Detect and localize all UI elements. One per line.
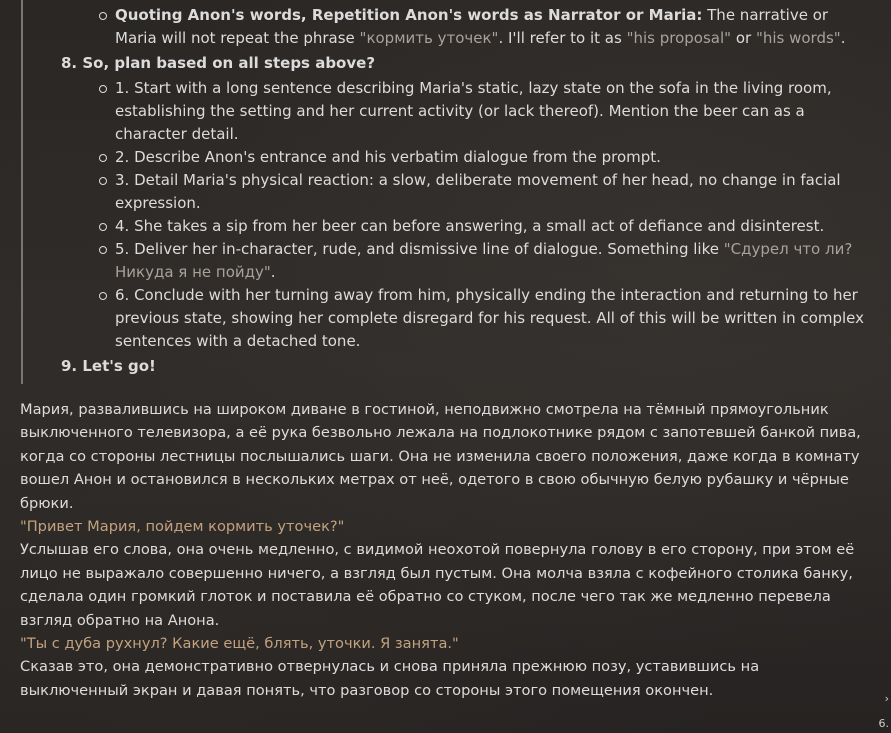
- step-8-heading: 8. So, plan based on all steps above?: [61, 54, 376, 72]
- plan-item-1: 1. Start with a long sentence describing Maria's static, lazy state on the sofa in the living room, establishing the setting and her current activity (or lack thereof). Mention the beer can as a character detail.: [97, 77, 871, 146]
- plan-item-4: 4. She takes a sip from her beer can before answering, a small act of defiance and disinterest.: [97, 215, 871, 238]
- plan-list: [97, 77, 871, 353]
- plan-item-2: 2. Describe Anon's entrance and his verbatim dialogue from the prompt.: [97, 146, 871, 169]
- plan-item-5-text: 5. Deliver her in-character, rude, and dismissive line of dialogue. Something like: [115, 240, 724, 258]
- edge-chevron-icon[interactable]: ›: [884, 692, 889, 705]
- edge-page-marker: 6.: [878, 717, 889, 730]
- story-paragraph-1: Мария, развалившись на широком диване в гостиной, неподвижно смотрела на тёмный прямоугольник выключенного телевизора, а её рука безвольно лежала на подлокотнике рядом с запотевшей банкой пива, когда со стороны лестницы послышались шаги. Она не изменила своего положения, даже когда в комнату вошел Анон и остановился в нескольких метрах от неё, одетого в свою обычную белую рубашку и чёрные брюки.: [20, 401, 861, 512]
- story-dialogue-2: "Ты с дуба рухнул? Какие ещё, блять, уточки. Я занята.": [20, 635, 459, 653]
- plan-item-6: 6. Conclude with her turning away from him, physically ending the interaction and returning to her previous state, showing her complete disregard for his request. All of this will be written in complex sentences with a detached tone.: [97, 284, 871, 353]
- thinking-block: [21, 0, 871, 384]
- quoting-bullet: [97, 4, 871, 50]
- quoting-text-b: . I'll refer to it as: [498, 29, 627, 47]
- quoting-quote-a: "кормить уточек": [359, 29, 499, 47]
- story-text: [20, 398, 865, 702]
- story-paragraph-3: Сказав это, она демонстративно отвернулась и снова приняла прежнюю позу, уставившись на выключенный экран и давая понять, что разговор со стороны этого помещения окончен.: [20, 658, 760, 699]
- plan-item-3: 3. Detail Maria's physical reaction: a slow, deliberate movement of her head, no change in facial expression.: [97, 169, 871, 215]
- quoting-quote-c: "his words": [755, 29, 841, 47]
- step-9-heading: 9. Let's go!: [61, 357, 156, 375]
- quoting-text-a: The narrative or Maria will not repeat the phrase: [115, 6, 829, 47]
- quoting-lead: Quoting Anon's words, Repetition Anon's words as Narrator or Maria:: [115, 6, 703, 24]
- plan-item-5-end: .: [270, 263, 276, 281]
- quoting-text-d: .: [840, 29, 846, 47]
- quoting-bullet-list: [97, 4, 871, 50]
- story-dialogue-1: "Привет Мария, пойдем кормить уточек?": [20, 518, 345, 536]
- story-paragraph-2: Услышав его слова, она очень медленно, с видимой неохотой повернула голову в его сторону, при этом её лицо не выражало совершенно ничего, а взгляд был пустым. Она молча взяла с кофейного столика банку, сделала один громкий глоток и поставила её обратно со стуком, после чего так же медленно перевела взгляд обратно на Анона.: [20, 541, 855, 629]
- quoting-quote-b: "his proposal": [626, 29, 732, 47]
- plan-item-5: [97, 238, 871, 284]
- quoting-text-c: or: [731, 29, 756, 47]
- plan-item-5-quote: "Сдурел что ли? Никуда я не пойду": [115, 240, 853, 281]
